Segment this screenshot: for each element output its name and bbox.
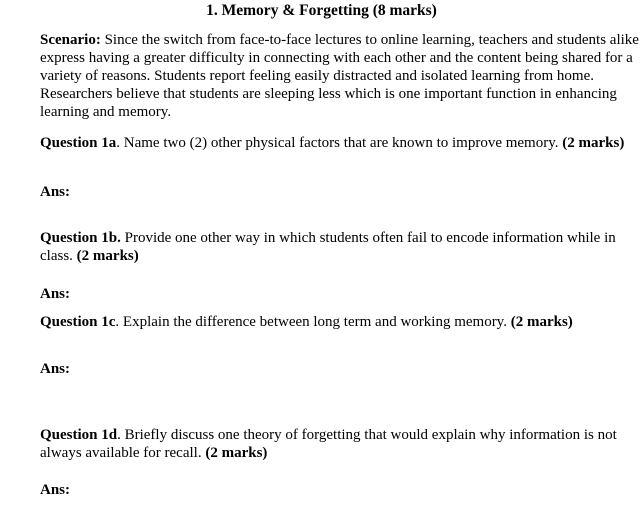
scenario-text: Since the switch from face-to-face lectures to online learning, teachers and students alike express having a greater difficulty in connecting with each other and the content being shared for a variety of reasons. Students report feeling easily distracted and isolated learning from home. Researchers believe that students are sleeping less which is one important function in enhancing learning and memory. (40, 32, 639, 120)
answer-1c-label (40, 360, 640, 378)
question-1a-marks: (2 marks) (562, 135, 625, 151)
question-1d (40, 426, 640, 462)
question-1a-label: Question 1a (40, 135, 117, 151)
answer-1d-text: Ans: (40, 482, 71, 498)
question-1b (40, 229, 640, 265)
question-1c-label: Question 1c (40, 314, 116, 330)
question-1c (40, 313, 640, 331)
answer-1b-label (40, 285, 640, 303)
answer-1d-label (40, 481, 640, 499)
question-1a (40, 134, 640, 152)
question-1b-text: Provide one other way in which students often fail to encode information while in class. (40, 230, 616, 264)
answer-1b-text: Ans: (40, 286, 71, 302)
question-1a-text: . Name two (2) other physical factors that are known to improve memory. (116, 135, 563, 151)
answer-1a-text: Ans: (40, 184, 71, 200)
question-1c-text: . Explain the difference between long term and working memory. (115, 314, 511, 330)
question-1b-marks: (2 marks) (76, 248, 139, 264)
section-title: 1. Memory & Forgetting (8 marks) (206, 2, 437, 19)
question-1c-marks: (2 marks) (510, 314, 573, 330)
question-1d-text: . Briefly discuss one theory of forgetting that would explain why information is not always available for recall. (40, 427, 617, 461)
question-1d-marks: (2 marks) (205, 445, 268, 461)
question-1b-label: Question 1b. (40, 230, 121, 246)
scenario-paragraph (40, 31, 640, 121)
answer-1a-label (40, 183, 640, 201)
answer-1c-text: Ans: (40, 361, 71, 377)
question-1d-label: Question 1d (40, 427, 118, 443)
scenario-label: Scenario: (40, 32, 101, 48)
